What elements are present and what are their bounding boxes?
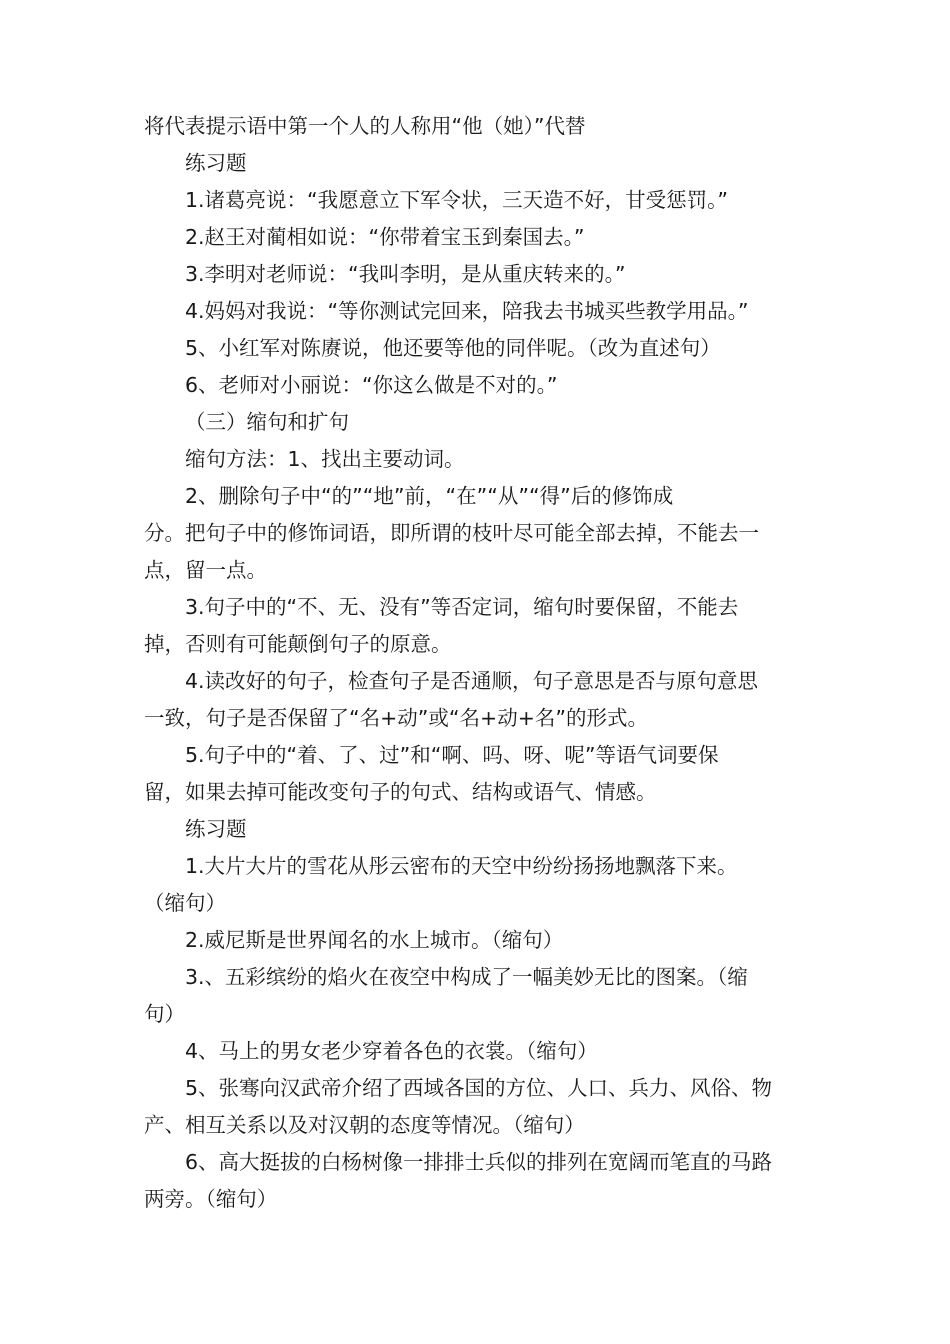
exercise-item: 两旁。（缩句） — [144, 1187, 278, 1211]
method-line: 4.读改好的句子，检查句子是否通顺，句子意思是否与原句意思 — [185, 669, 759, 693]
exercise-item: 5、张骞向汉武帝介绍了西域各国的方位、人口、兵力、风俗、物 — [185, 1076, 773, 1100]
exercise-item: 2.赵王对蔺相如说：“你带着宝玉到秦国去。” — [185, 225, 585, 249]
method-line: 掉，否则有可能颠倒句子的原意。 — [144, 632, 452, 656]
method-line: 2、删除句子中“的”“地”前，“在”“从”“得”后的修饰成 — [185, 484, 674, 508]
exercise-item: 5、小红军对陈赓说，他还要等他的同伴呢。（改为直述句） — [185, 336, 721, 360]
exercise-item: 2.威尼斯是世界闻名的水上城市。（缩句） — [185, 928, 564, 952]
method-line: 缩句方法：1、找出主要动词。 — [185, 447, 465, 471]
exercise-item: （缩句） — [144, 891, 226, 915]
exercise-item: 3.、五彩缤纷的焰火在夜空中构成了一幅美妙无比的图案。（缩 — [185, 965, 748, 989]
exercise-item: 4.妈妈对我说：“等你测试完回来，陪我去书城买些教学用品。” — [185, 299, 749, 323]
exercise-item: 1.诸葛亮说：“我愿意立下军令状，三天造不好，甘受惩罚。” — [185, 188, 729, 212]
method-line: 分。把句子中的修饰词语，即所谓的枝叶尽可能全部去掉，不能去一 — [144, 521, 759, 545]
method-line: 点，留一点。 — [144, 558, 267, 582]
text-line: 将代表提示语中第一个人的人称用“他（她）”代替 — [144, 114, 586, 138]
method-line: 一致，句子是否保留了“名+动”或“名+动+名”的形式。 — [144, 706, 649, 730]
method-line: 5.句子中的“着、了、过”和“啊、吗、呀、呢”等语气词要保 — [185, 743, 719, 767]
exercise-item: 1.大片大片的雪花从彤云密布的天空中纷纷扬扬地飘落下来。 — [185, 854, 738, 878]
exercise-item: 4、马上的男女老少穿着各色的衣裳。（缩句） — [185, 1039, 598, 1063]
section-heading-exercises: 练习题 — [185, 151, 247, 175]
exercise-item: 6、高大挺拔的白杨树像一排排士兵似的排列在宽阔而笔直的马路 — [185, 1150, 773, 1174]
method-line: 3.句子中的“不、无、没有”等否定词，缩句时要保留，不能去 — [185, 595, 739, 619]
method-line: 留，如果去掉可能改变句子的句式、结构或语气、情感。 — [144, 780, 657, 804]
exercise-item: 6、老师对小丽说：“你这么做是不对的。” — [185, 373, 558, 397]
exercise-item: 3.李明对老师说：“我叫李明，是从重庆转来的。” — [185, 262, 626, 286]
document-body — [144, 108, 812, 1218]
exercise-item: 句） — [144, 1002, 185, 1026]
section-heading: （三）缩句和扩句 — [185, 410, 349, 434]
exercise-item: 产、相互关系以及对汉朝的态度等情况。（缩句） — [144, 1113, 585, 1137]
section-heading-exercises: 练习题 — [185, 817, 247, 841]
